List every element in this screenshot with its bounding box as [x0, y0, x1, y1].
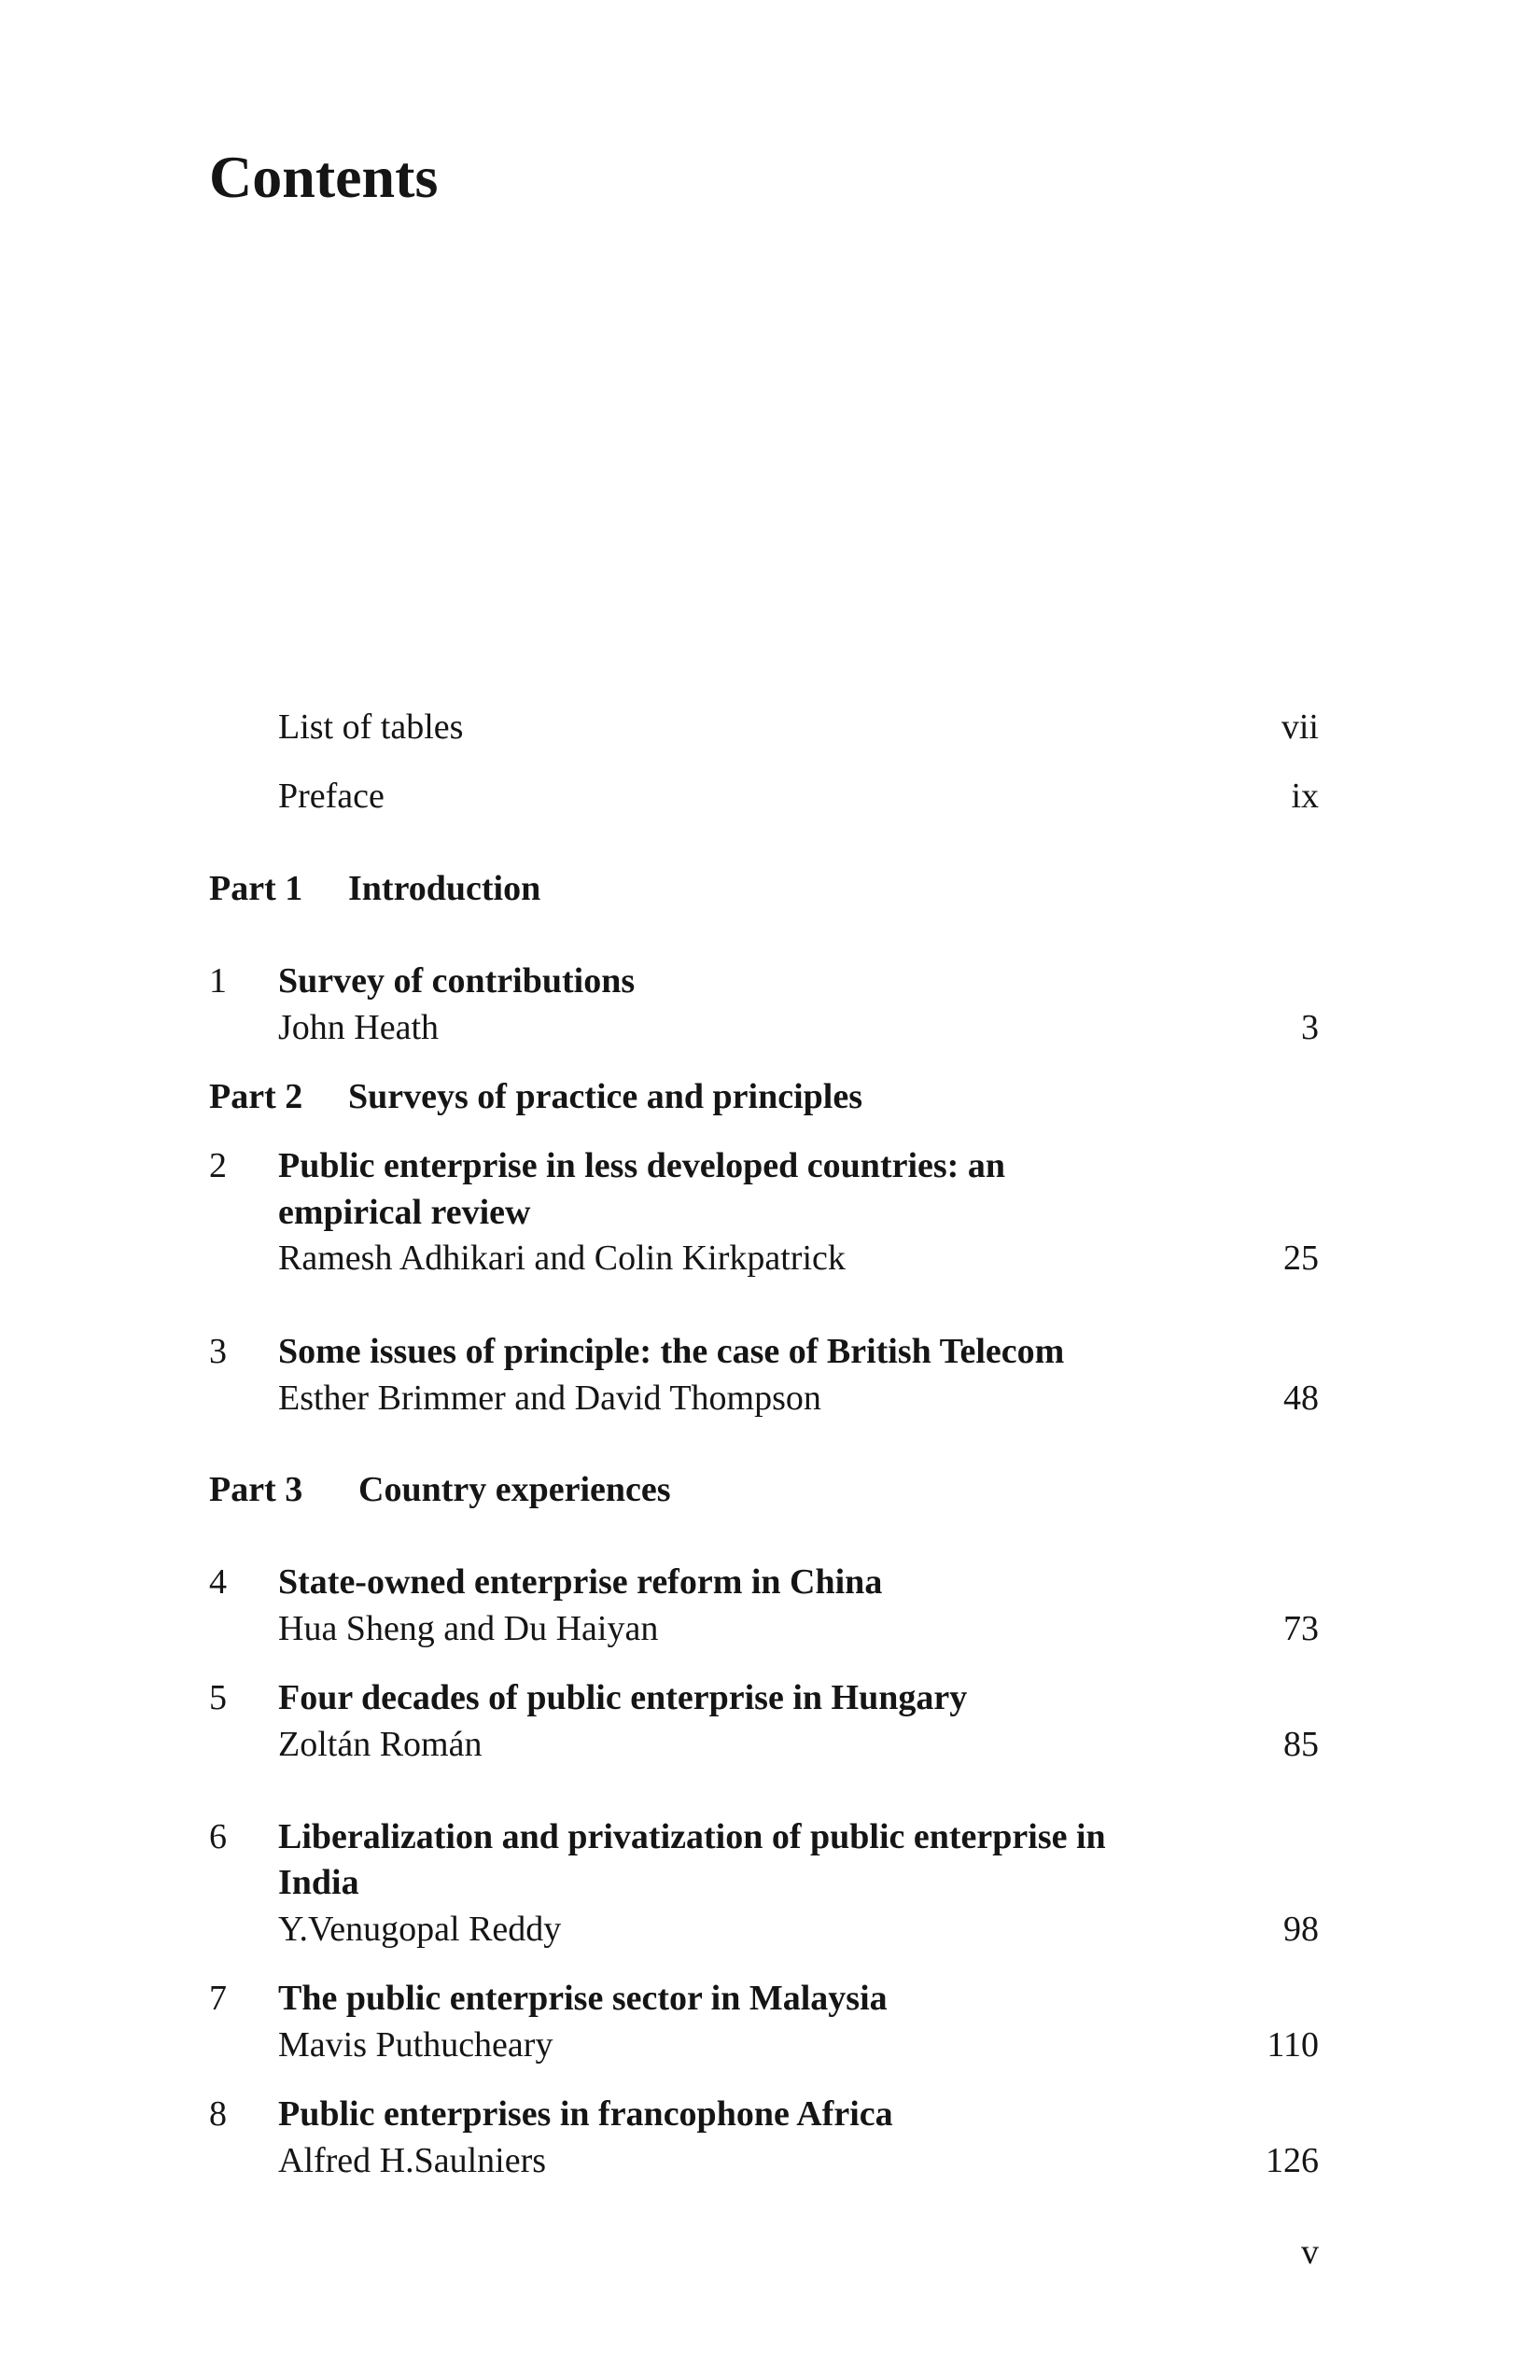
chapter-author: Ramesh Adhikari and Colin Kirkpatrick	[278, 1239, 846, 1278]
toc-page-number: 110	[1267, 2025, 1319, 2065]
page-title: Contents	[209, 144, 439, 210]
page-folio: v	[1301, 2233, 1319, 2272]
chapter-author: John Heath	[278, 1008, 440, 1047]
chapter-author: Esther Brimmer and David Thompson	[278, 1379, 821, 1418]
toc-page-number: vii	[1281, 707, 1319, 747]
chapter-title[interactable]: Some issues of principle: the case of British Telecom	[278, 1332, 1065, 1371]
toc-page-number: 126	[1266, 2141, 1319, 2180]
part-title[interactable]: Introduction	[348, 869, 541, 908]
chapter-author: Hua Sheng and Du Haiyan	[278, 1609, 659, 1648]
chapter-number: 2	[209, 1146, 227, 1185]
part-title[interactable]: Surveys of practice and principles	[348, 1077, 862, 1116]
chapter-title[interactable]: Survey of contributions	[278, 961, 636, 1001]
chapter-title[interactable]: Four decades of public enterprise in Hungary	[278, 1678, 968, 1717]
chapter-title[interactable]: State-owned enterprise reform in China	[278, 1562, 883, 1602]
chapter-title[interactable]: Liberalization and privatization of public enterprise in	[278, 1817, 1106, 1856]
chapter-number: 6	[209, 1817, 227, 1856]
part-label: Part 3	[209, 1470, 303, 1509]
part-label: Part 2	[209, 1077, 303, 1116]
toc-page-number: 48	[1283, 1379, 1319, 1418]
toc-page-number: 25	[1283, 1239, 1319, 1278]
toc-page-number: 98	[1283, 1910, 1319, 1949]
chapter-number: 3	[209, 1332, 227, 1371]
chapter-author: Zoltán Román	[278, 1725, 483, 1764]
chapter-title-continued[interactable]: empirical review	[278, 1193, 531, 1232]
chapter-author: Mavis Puthucheary	[278, 2025, 553, 2065]
part-label: Part 1	[209, 869, 303, 908]
toc-page-number: 3	[1301, 1008, 1319, 1047]
toc-entry-preface[interactable]: Preface	[278, 777, 385, 816]
toc-page-number: 73	[1283, 1609, 1319, 1648]
toc-page-number: 85	[1283, 1725, 1319, 1764]
chapter-author: Y.Venugopal Reddy	[278, 1910, 562, 1949]
toc-entry-list-of-tables[interactable]: List of tables	[278, 707, 464, 747]
chapter-number: 8	[209, 2094, 227, 2134]
chapter-number: 1	[209, 961, 227, 1001]
toc-page-number: ix	[1291, 777, 1319, 816]
chapter-title[interactable]: Public enterprises in francophone Africa	[278, 2094, 893, 2134]
chapter-title[interactable]: Public enterprise in less developed countries: an	[278, 1146, 1005, 1185]
chapter-title[interactable]: The public enterprise sector in Malaysia	[278, 1979, 888, 2018]
chapter-title-continued[interactable]: India	[278, 1863, 359, 1902]
chapter-number: 4	[209, 1562, 227, 1602]
part-title[interactable]: Country experiences	[358, 1470, 671, 1509]
chapter-number: 7	[209, 1979, 227, 2018]
chapter-number: 5	[209, 1678, 227, 1717]
chapter-author: Alfred H.Saulniers	[278, 2141, 547, 2180]
